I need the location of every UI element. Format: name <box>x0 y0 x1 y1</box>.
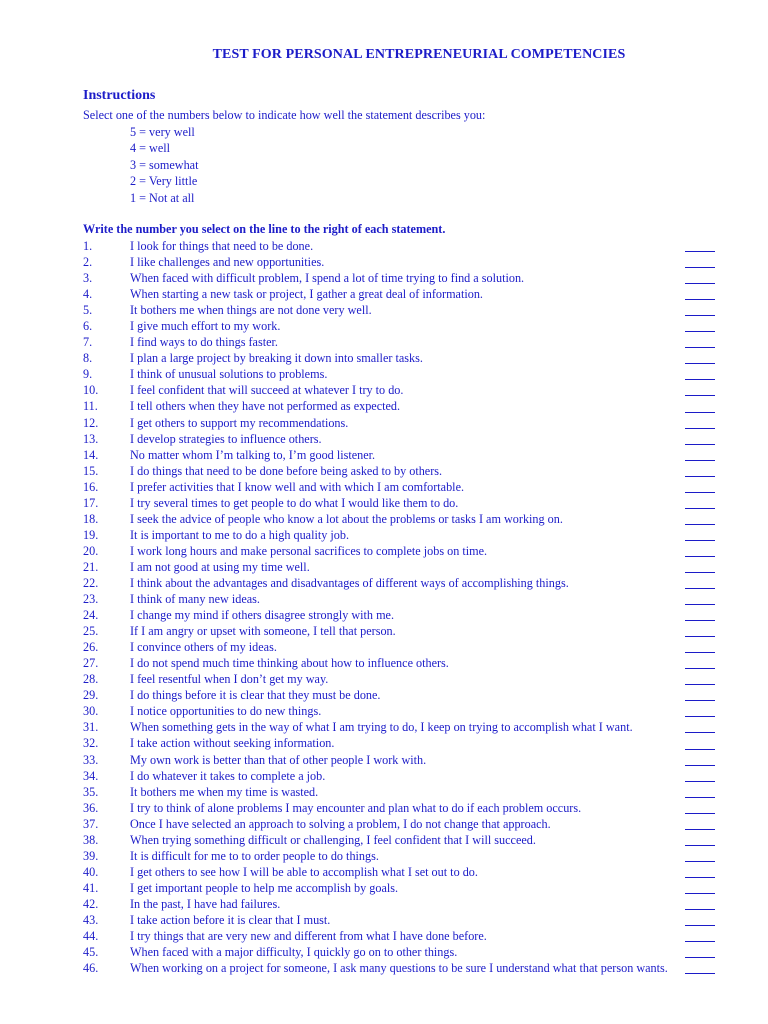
statement-text: I feel confident that will succeed at whatever I try to do. <box>130 383 404 398</box>
statement-text: I convince others of my ideas. <box>130 640 277 655</box>
statement-text: I think about the advantages and disadvantages of different ways of accomplishing things. <box>130 575 569 590</box>
statement-number: 8. <box>83 351 93 366</box>
statement-text: No matter whom I’m talking to, I’m good listener. <box>130 447 376 462</box>
statement-text: I try to think of alone problems I may encounter and plan what to do if each problem occurs. <box>130 800 582 815</box>
statement-number: 28. <box>83 672 99 687</box>
answer-line[interactable] <box>685 556 715 557</box>
statement-text: I think of unusual solutions to problems. <box>130 367 328 382</box>
statement-text: I take action without seeking information. <box>130 736 335 751</box>
statement-text: My own work is better than that of other people I work with. <box>130 752 427 767</box>
rating-scale <box>130 124 198 206</box>
statement-row <box>83 719 723 735</box>
answer-line[interactable] <box>685 861 715 862</box>
statement-row <box>83 687 723 703</box>
statement-row <box>83 559 723 575</box>
answer-line[interactable] <box>685 428 715 429</box>
statement-text: It is important to me to do a high quality job. <box>130 527 350 542</box>
statement-row <box>83 270 723 286</box>
answer-line[interactable] <box>685 829 715 830</box>
answer-line[interactable] <box>685 476 715 477</box>
statement-row <box>83 527 723 543</box>
statement-number: 35. <box>83 784 99 799</box>
statement-text: When trying something difficult or challenging, I feel confident that I will succeed. <box>130 832 536 847</box>
scale-item: 4 = well <box>130 141 171 156</box>
statement-number: 44. <box>83 929 99 944</box>
statement-row <box>83 944 723 960</box>
statement-row <box>83 768 723 784</box>
statement-number: 19. <box>83 527 99 542</box>
scale-item: 2 = Very little <box>130 174 198 189</box>
statement-number: 40. <box>83 864 99 879</box>
answer-line[interactable] <box>685 604 715 605</box>
statement-row <box>83 896 723 912</box>
instructions-heading: Instructions <box>83 88 156 103</box>
statement-number: 29. <box>83 688 99 703</box>
scale-item: 5 = very well <box>130 125 195 139</box>
write-instructions: Write the number you select on the line to the right of each statement. <box>83 222 446 236</box>
answer-line[interactable] <box>685 925 715 926</box>
answer-line[interactable] <box>685 508 715 509</box>
statement-text: When faced with difficult problem, I spend a lot of time trying to find a solution. <box>130 271 525 286</box>
statement-row <box>83 463 723 479</box>
statement-row <box>83 639 723 655</box>
statement-row <box>83 431 723 447</box>
statement-text: I am not good at using my time well. <box>130 559 310 574</box>
statement-row <box>83 912 723 928</box>
statement-row <box>83 366 723 382</box>
statement-row <box>83 880 723 896</box>
statement-text: I change my mind if others disagree strongly with me. <box>130 608 395 623</box>
answer-line[interactable] <box>685 636 715 637</box>
statement-row <box>83 382 723 398</box>
statement-number: 25. <box>83 624 99 639</box>
answer-line[interactable] <box>685 267 715 268</box>
statement-number: 10. <box>83 383 99 398</box>
statement-number: 2. <box>83 255 93 270</box>
statement-text: When faced with a major difficulty, I quickly go on to other things. <box>130 945 458 960</box>
statement-number: 39. <box>83 848 99 863</box>
statement-number: 37. <box>83 816 99 831</box>
statement-number: 46. <box>83 961 99 976</box>
statement-number: 12. <box>83 415 99 430</box>
answer-line[interactable] <box>685 412 715 413</box>
statement-number: 13. <box>83 431 99 446</box>
statement-number: 1. <box>83 239 93 253</box>
statement-number: 33. <box>83 752 99 767</box>
answer-line[interactable] <box>685 652 715 653</box>
statement-number: 17. <box>83 495 99 510</box>
statement-number: 20. <box>83 543 99 558</box>
statement-row <box>83 655 723 671</box>
statement-row <box>83 447 723 463</box>
statement-text: I think of many new ideas. <box>130 592 260 607</box>
statement-number: 14. <box>83 447 99 462</box>
statement-text: I give much effort to my work. <box>130 319 281 334</box>
statement-row <box>83 415 723 431</box>
statement-row <box>83 286 723 302</box>
statement-text: When working on a project for someone, I ask many questions to be sure I understand what that person wants. <box>130 961 668 976</box>
statement-text: It is difficult for me to to order people to do things. <box>130 848 379 863</box>
answer-line[interactable] <box>685 315 715 316</box>
statement-row <box>83 479 723 495</box>
scale-item: 1 = Not at all <box>130 190 195 205</box>
statement-row <box>83 511 723 527</box>
statement-text: I do not spend much time thinking about how to influence others. <box>130 656 449 671</box>
statement-number: 26. <box>83 640 99 655</box>
statement-row <box>83 543 723 559</box>
statement-number: 11. <box>83 399 98 414</box>
answer-line[interactable] <box>685 620 715 621</box>
statement-number: 18. <box>83 511 99 526</box>
statement-number: 30. <box>83 704 99 719</box>
statement-number: 24. <box>83 608 99 623</box>
statement-text: I try things that are very new and different from what I have done before. <box>130 929 487 944</box>
statement-number: 38. <box>83 832 99 847</box>
statement-text: I find ways to do things faster. <box>130 335 278 350</box>
statement-number: 3. <box>83 271 93 286</box>
statement-row <box>83 832 723 848</box>
answer-line[interactable] <box>685 572 715 573</box>
statement-number: 34. <box>83 768 99 783</box>
answer-line[interactable] <box>685 492 715 493</box>
statement-text: I get others to see how I will be able to accomplish what I set out to do. <box>130 864 478 879</box>
statement-row <box>83 848 723 864</box>
answer-line[interactable] <box>685 283 715 284</box>
statement-row <box>83 671 723 687</box>
statement-row <box>83 591 723 607</box>
statement-text: I tell others when they have not performed as expected. <box>130 399 401 414</box>
statement-number: 45. <box>83 945 99 960</box>
statement-row <box>83 864 723 880</box>
statement-text: I plan a large project by breaking it down into smaller tasks. <box>130 351 423 366</box>
statement-row <box>83 752 723 768</box>
answer-line[interactable] <box>685 379 715 380</box>
statement-row <box>83 735 723 751</box>
answer-line[interactable] <box>685 877 715 878</box>
statement-row <box>83 607 723 623</box>
statement-row <box>83 960 723 976</box>
answer-line[interactable] <box>685 524 715 525</box>
statement-text: In the past, I have had failures. <box>130 896 281 911</box>
answer-line[interactable] <box>685 347 715 348</box>
statement-row <box>83 800 723 816</box>
statement-text: I notice opportunities to do new things. <box>130 704 322 719</box>
answer-line[interactable] <box>685 395 715 396</box>
statement-number: 23. <box>83 592 99 607</box>
statement-text: I work long hours and make personal sacrifices to complete jobs on time. <box>130 543 488 558</box>
statement-row <box>83 928 723 944</box>
statement-row <box>83 623 723 639</box>
statement-row <box>83 784 723 800</box>
answer-line[interactable] <box>685 781 715 782</box>
answer-line[interactable] <box>685 684 715 685</box>
statement-number: 5. <box>83 303 93 318</box>
statement-number: 6. <box>83 319 93 334</box>
answer-line[interactable] <box>685 668 715 669</box>
answer-line[interactable] <box>685 957 715 958</box>
statement-row <box>83 334 723 350</box>
statement-row <box>83 318 723 334</box>
answer-line[interactable] <box>685 732 715 733</box>
statement-text: It bothers me when things are not done very well. <box>130 303 372 318</box>
instructions-text: Select one of the numbers below to indicate how well the statement describes you: <box>83 108 486 122</box>
answer-line[interactable] <box>685 251 715 252</box>
statement-number: 9. <box>83 367 93 382</box>
statement-row <box>83 350 723 366</box>
document-title: TEST FOR PERSONAL ENTREPRENEURIAL COMPETENCIES <box>212 47 626 62</box>
statement-number: 27. <box>83 656 99 671</box>
statement-text: It bothers me when my time is wasted. <box>130 784 319 799</box>
statement-list <box>83 238 723 976</box>
statement-row <box>83 703 723 719</box>
answer-line[interactable] <box>685 797 715 798</box>
statement-row <box>83 398 723 414</box>
statement-text: I look for things that need to be done. <box>130 239 314 253</box>
statement-row <box>83 254 723 270</box>
statement-text: I prefer activities that I know well and with which I am comfortable. <box>130 479 465 494</box>
statement-number: 43. <box>83 912 99 927</box>
statement-text: If I am angry or upset with someone, I tell that person. <box>130 624 396 639</box>
answer-line[interactable] <box>685 588 715 589</box>
statement-row <box>83 495 723 511</box>
statement-number: 7. <box>83 335 93 350</box>
answer-line[interactable] <box>685 973 715 974</box>
statement-text: I develop strategies to influence others. <box>130 431 322 446</box>
answer-line[interactable] <box>685 813 715 814</box>
statement-text: I do things before it is clear that they must be done. <box>130 688 381 703</box>
statement-text: When something gets in the way of what I am trying to do, I keep on trying to accomplish what I want. <box>130 720 633 735</box>
answer-line[interactable] <box>685 893 715 894</box>
answer-line[interactable] <box>685 700 715 701</box>
answer-line[interactable] <box>685 444 715 445</box>
statement-row <box>83 816 723 832</box>
answer-line[interactable] <box>685 331 715 332</box>
statement-text: I take action before it is clear that I must. <box>130 912 331 927</box>
statement-number: 36. <box>83 800 99 815</box>
answer-line[interactable] <box>685 941 715 942</box>
answer-line[interactable] <box>685 765 715 766</box>
statement-text: I get important people to help me accomplish by goals. <box>130 880 399 895</box>
answer-line[interactable] <box>685 845 715 846</box>
statement-number: 41. <box>83 880 99 895</box>
statement-number: 4. <box>83 287 93 302</box>
statement-number: 22. <box>83 575 99 590</box>
answer-line[interactable] <box>685 716 715 717</box>
statement-number: 31. <box>83 720 99 735</box>
statement-number: 21. <box>83 559 99 574</box>
answer-line[interactable] <box>685 460 715 461</box>
answer-line[interactable] <box>685 749 715 750</box>
answer-line[interactable] <box>685 299 715 300</box>
statement-row <box>83 238 723 254</box>
answer-line[interactable] <box>685 909 715 910</box>
scale-item: 3 = somewhat <box>130 157 199 172</box>
answer-line[interactable] <box>685 540 715 541</box>
answer-line[interactable] <box>685 363 715 364</box>
statement-text: I like challenges and new opportunities. <box>130 255 325 270</box>
statement-text: I do things that need to be done before being asked to by others. <box>130 463 443 478</box>
statement-number: 32. <box>83 736 99 751</box>
statement-text: I get others to support my recommendations. <box>130 415 349 430</box>
statement-row <box>83 575 723 591</box>
statement-number: 15. <box>83 463 99 478</box>
statement-row <box>83 302 723 318</box>
statement-text: Once I have selected an approach to solving a problem, I do not change that approach. <box>130 816 551 831</box>
statement-text: I try several times to get people to do what I would like them to do. <box>130 495 459 510</box>
statement-text: I seek the advice of people who know a lot about the problems or tasks I am working on. <box>130 511 563 526</box>
statement-text: When starting a new task or project, I gather a great deal of information. <box>130 287 483 302</box>
statement-text: I feel resentful when I don’t get my way. <box>130 672 329 687</box>
statement-text: I do whatever it takes to complete a job. <box>130 768 326 783</box>
statement-number: 42. <box>83 896 99 911</box>
statement-number: 16. <box>83 479 99 494</box>
